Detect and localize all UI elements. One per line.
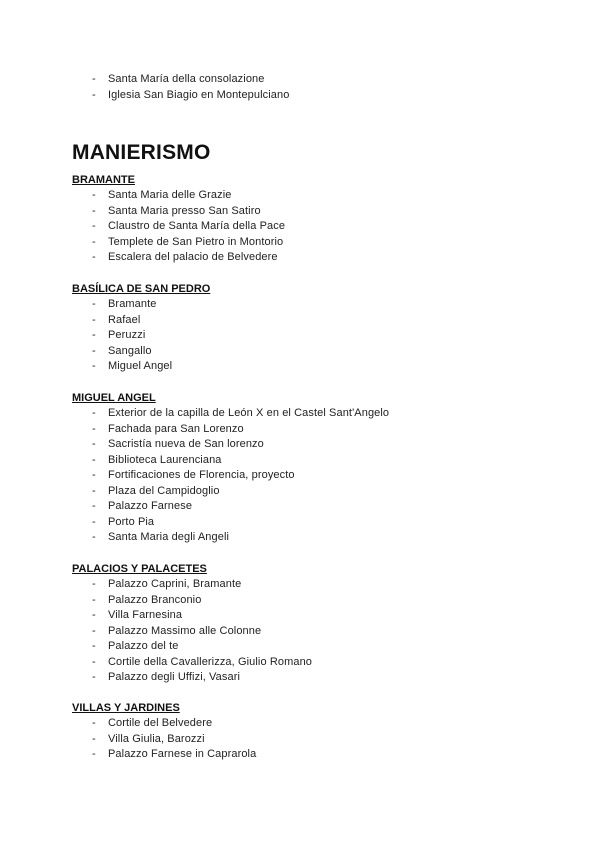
list-item: - Villa Giulia, Barozzi <box>0 732 600 748</box>
list-item: - Palazzo degli Uffizi, Vasari <box>0 670 600 686</box>
list-item: - Plaza del Campidoglio <box>0 484 600 500</box>
section-list <box>0 716 600 763</box>
list-item: - Porto Pia <box>0 515 600 531</box>
section-villas-y-jardines <box>0 701 600 763</box>
list-item: - Palazzo Branconio <box>0 593 600 609</box>
list-item: - Santa Maria delle Grazie <box>0 188 600 204</box>
section-heading: BASÍLICA DE SAN PEDRO <box>72 283 211 295</box>
list-item: - Santa Maria degli Angeli <box>0 530 600 546</box>
list-item: - Bramante <box>0 297 600 313</box>
list-item: - Villa Farnesina <box>0 608 600 624</box>
list-item: - Santa María della consolazione <box>0 72 600 88</box>
list-item: - Fortificaciones de Florencia, proyecto <box>0 468 600 484</box>
page-title: MANIERISMO <box>72 141 211 164</box>
section-basilica-san-pedro <box>0 282 600 375</box>
list-item: - Miguel Angel <box>0 359 600 375</box>
list-item: - Sangallo <box>0 344 600 360</box>
list-item: - Palazzo Farnese in Caprarola <box>0 747 600 763</box>
list-item: - Templete de San Pietro in Montorio <box>0 235 600 251</box>
section-list <box>0 188 600 266</box>
section-heading: PALACIOS Y PALACETES <box>72 563 207 575</box>
list-item: - Sacristía nueva de San lorenzo <box>0 437 600 453</box>
section-list <box>0 577 600 686</box>
intro-list <box>0 72 600 103</box>
list-item: - Palazzo del te <box>0 639 600 655</box>
section-list <box>0 406 600 546</box>
list-item: - Iglesia San Biagio en Montepulciano <box>0 88 600 104</box>
section-heading: VILLAS Y JARDINES <box>72 702 180 714</box>
section-palacios-y-palacetes <box>0 562 600 686</box>
section-list <box>0 297 600 375</box>
list-item: - Palazzo Massimo alle Colonne <box>0 624 600 640</box>
section-heading: MIGUEL ANGEL <box>72 392 156 404</box>
list-item: - Palazzo Caprini, Bramante <box>0 577 600 593</box>
list-item: - Palazzo Farnese <box>0 499 600 515</box>
list-item: - Cortile della Cavallerizza, Giulio Romano <box>0 655 600 671</box>
section-heading: BRAMANTE <box>72 174 135 186</box>
list-item: - Rafael <box>0 313 600 329</box>
list-item: - Claustro de Santa María della Pace <box>0 219 600 235</box>
list-item: - Escalera del palacio de Belvedere <box>0 250 600 266</box>
list-item: - Biblioteca Laurenciana <box>0 453 600 469</box>
list-item: - Cortile del Belvedere <box>0 716 600 732</box>
list-item: - Santa Maria presso San Satiro <box>0 204 600 220</box>
section-bramante <box>0 173 600 266</box>
list-item: - Exterior de la capilla de León X en el Castel Sant'Angelo <box>0 406 600 422</box>
section-miguel-angel <box>0 391 600 546</box>
list-item: - Peruzzi <box>0 328 600 344</box>
list-item: - Fachada para San Lorenzo <box>0 422 600 438</box>
